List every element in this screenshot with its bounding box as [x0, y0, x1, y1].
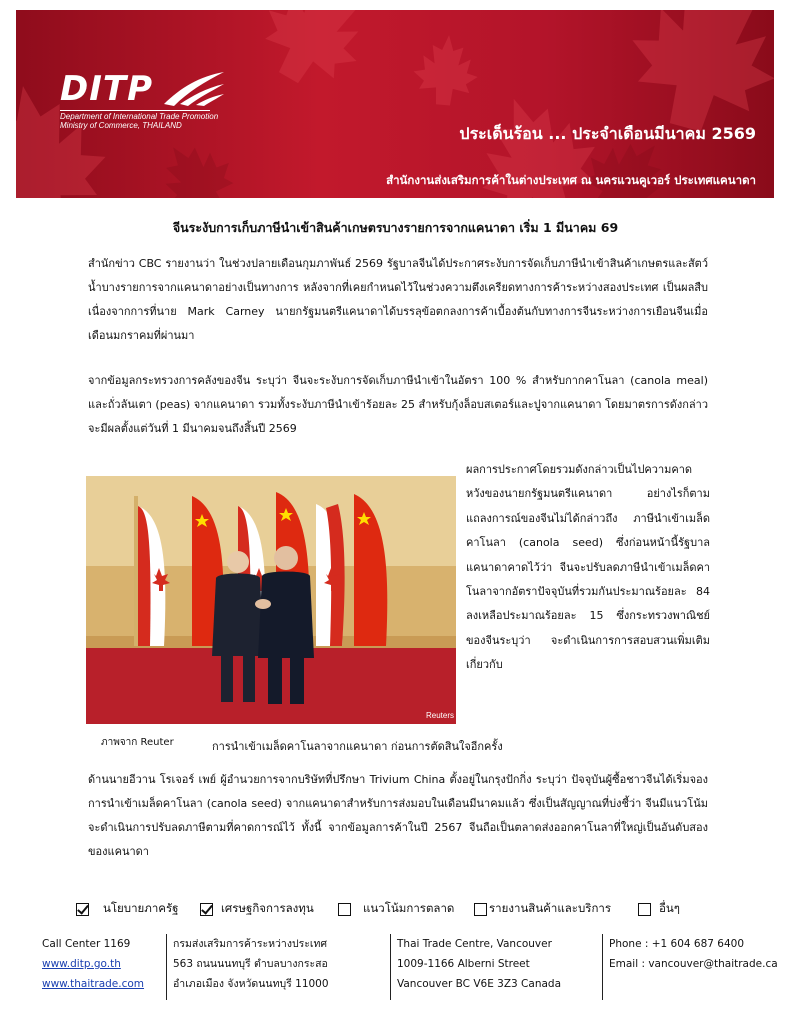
paragraph-4: ด้านนายอีวาน โรเจอร์ เพย์ ผู้อำนวยการจากบริษัทที่ปรึกษา Trivium China ตั้งอยู่ในกรุงปักกิ่ง ระบุว่า ปัจจุบันผู้ซื้อชาวจีนได้เริ่มจองการนำเข้าเมล็ดคาโนลา (canola seed) จากแคนาดาสำหรับการส่งมอบในเดือนมีนาคมแล้ว ซึ่งเป็นสัญญาณที่บ่งชี้ว่า จีนมีแนวโน้มจะดำเนินการปรับลดภาษีตามที่คาดการณ์ไว้ ทั้งนี้ จากข้อมูลการค้าในปี 2567 จีนถือเป็นตลาดส่งออกคาโนลาที่ใหญ่เป็นอันดับสองของแคนาดา	[88, 773, 708, 858]
footer	[30, 934, 778, 1000]
category-label: อื่นๆ	[659, 901, 680, 915]
checkbox-icon[interactable]	[200, 903, 213, 916]
office-address-2: Vancouver BC V6E 3Z3 Canada	[397, 978, 562, 990]
category-other[interactable]	[638, 900, 680, 918]
category-label: นโยบายภาครัฐ	[103, 901, 179, 915]
footer-office	[390, 934, 561, 1000]
article-title: จีนระงับการเก็บภาษีนำเข้าสินค้าเกษตรบางรายการจากแคนาดา เริ่ม 1 มีนาคม 69	[172, 220, 619, 235]
call-center: Call Center 1169	[42, 938, 131, 950]
ditp-logo	[60, 69, 219, 130]
ditp-link[interactable]: www.ditp.go.th	[42, 958, 121, 970]
category-checklist	[76, 900, 756, 922]
thaitrade-link[interactable]: www.thaitrade.com	[42, 978, 145, 990]
footer-department	[166, 934, 329, 1000]
paragraph-1: สำนักข่าว CBC รายงานว่า ในช่วงปลายเดือนกุมภาพันธ์ 2569 รัฐบาลจีนได้ประกาศระงับการจัดเก็บภาษีนำเข้าสินค้าเกษตรและสัตว์น้ำบางรายการจากแคนาดาอย่างเป็นทางการ หลังจากที่เคยกำหนดไว้ในช่วงความตึงเครียดทางการค้าระหว่างสองประเทศ เป็นผลสืบเนื่องจากการที่นาย Mark Carney นายกรัฐมนตรีแคนาดาได้บรรลุข้อตกลงการค้าเบื้องต้นกับทางการจีนระหว่างการเยือนจีนเมื่อเดือนมกราคมที่ผ่านมา	[88, 257, 708, 342]
checkbox-icon[interactable]	[338, 903, 351, 916]
phone-number: Phone : +1 604 687 6400	[609, 938, 745, 950]
department-address-2: อำเภอเมือง จังหวัดนนทบุรี 11000	[173, 978, 329, 990]
checkbox-icon[interactable]	[474, 903, 487, 916]
paragraph-3-tail: การนำเข้าเมล็ดคาโนลาจากแคนาดา ก่อนการตัดสินใจอีกครั้ง	[212, 740, 503, 753]
office-name: Thai Trade Centre, Vancouver	[397, 938, 552, 950]
department-name: กรมส่งเสริมการค้าระหว่างประเทศ	[173, 938, 328, 950]
checkbox-icon[interactable]	[76, 903, 89, 916]
office-address-1: 1009-1166 Alberni Street	[397, 958, 530, 970]
category-policy[interactable]	[76, 900, 179, 918]
header-subtitle: สำนักงานส่งเสริมการค้าในต่างประเทศ ณ นครแวนคูเวอร์ ประเทศแคนาดา	[386, 173, 756, 187]
ditp-swoosh-icon	[160, 68, 226, 108]
logo-department: Department of International Trade Promotion	[60, 112, 219, 121]
paragraph-2: จากข้อมูลกระทรวงการคลังของจีน ระบุว่า จีนจะระงับการจัดเก็บภาษีนำเข้าในอัตรา 100 % สำหรับกากคาโนลา (canola meal) และถั่วลันเตา (peas) จากแคนาดา รวมทั้งระงับภาษีนำเข้าร้อยละ 25 สำหรับกุ้งล็อบสเตอร์และปูจากแคนาดา โดยมาตรการดังกล่าวจะมีผลตั้งแต่วันที่ 1 มีนาคมจนถึงสิ้นปี 2569	[88, 374, 708, 435]
photo-caption: ภาพจาก Reuter	[101, 737, 174, 748]
photo-credit: Reuters	[426, 711, 455, 720]
category-label: รายงานสินค้าและบริการ	[489, 901, 612, 915]
category-label: แนวโน้มการตลาด	[363, 901, 455, 915]
category-economy[interactable]	[200, 900, 314, 918]
checkbox-icon[interactable]	[638, 903, 651, 916]
footer-phone-email	[602, 934, 778, 1000]
email-address[interactable]: Email : vancouver@thaitrade.ca	[609, 958, 778, 970]
department-address-1: 563 ถนนนนทบุรี ตำบลบางกระสอ	[173, 958, 328, 970]
logo-ministry: Ministry of Commerce, THAILAND	[60, 121, 182, 130]
category-label: เศรษฐกิจการลงทุน	[221, 901, 314, 915]
header-title: ประเด็นร้อน ... ประจำเดือนมีนาคม 2569	[459, 124, 756, 143]
footer-contact	[42, 934, 144, 1000]
category-market-trend[interactable]	[338, 900, 454, 918]
header-banner	[16, 10, 774, 198]
news-photo	[86, 476, 456, 724]
logo-wordmark: DITP	[60, 69, 153, 109]
paragraph-3: ผลการประกาศโดยรวมดังกล่าวเป็นไปความคาดหวังของนายกรัฐมนตรีแคนาดา อย่างไรก็ตาม แถลงการณ์ของจีนไม่ได้กล่าวถึง ภาษีนำเข้าเมล็ดคาโนลา (canola seed) ซึ่งก่อนหน้านี้รัฐบาลแคนาดาคาดไว้ว่า จีนจะปรับลดภาษีนำเข้าเมล็ดคาโนลาจากอัตราปัจจุบันที่รวมกันประมาณร้อยละ 84 ลงเหลือประมาณร้อยละ 15 ซึ่งกระทรวงพาณิชย์ของจีนระบุว่า จะดำเนินการการสอบสวนเพิ่มเติมเกี่ยวกับ	[466, 463, 710, 672]
category-product-report[interactable]	[474, 900, 611, 918]
